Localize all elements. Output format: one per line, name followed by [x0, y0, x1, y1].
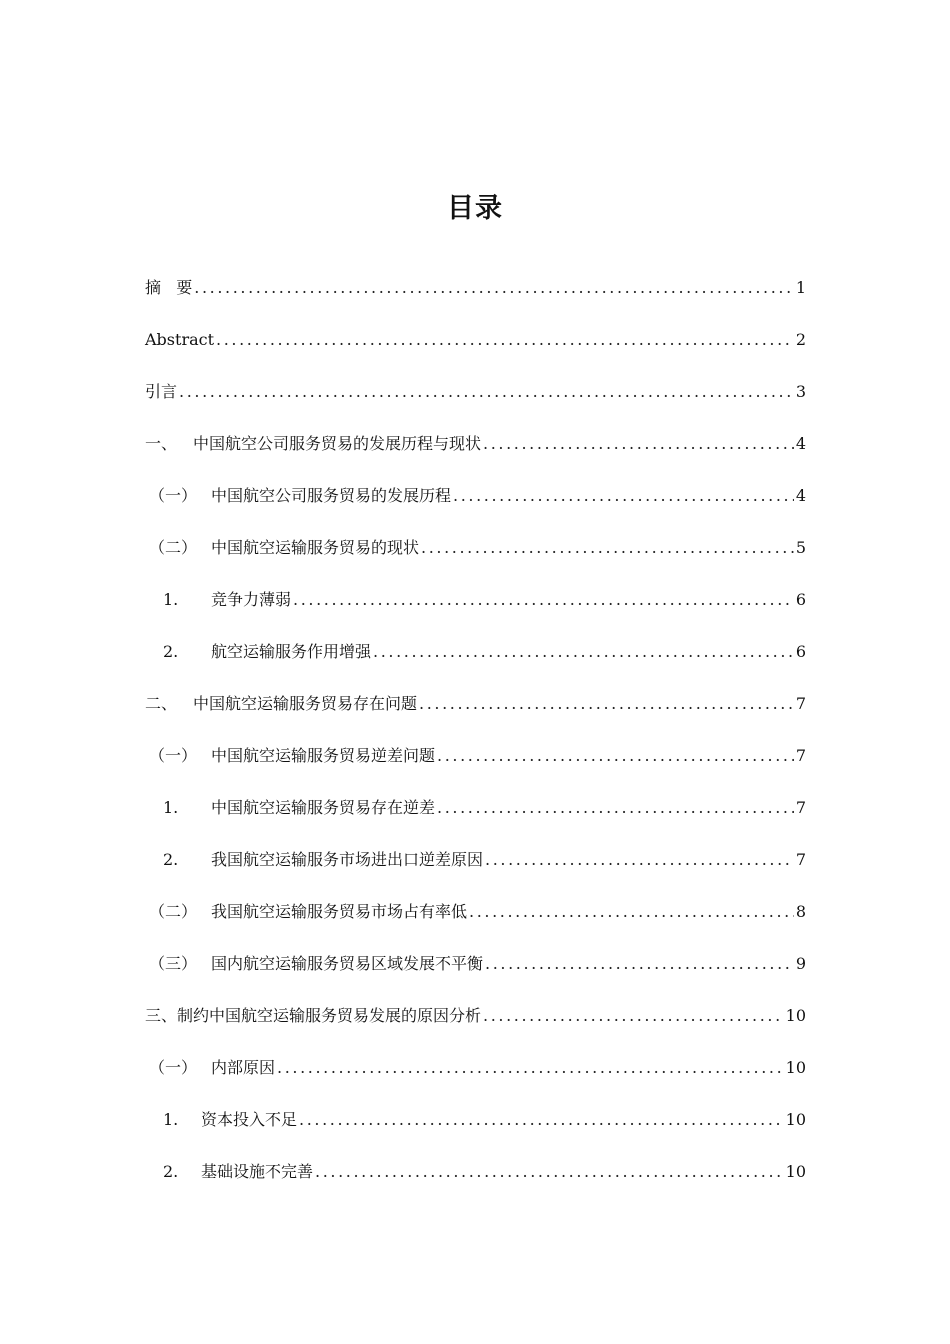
toc-entry — [0, 688, 950, 740]
dot-leader — [315, 1156, 784, 1188]
toc-entry-page: 7 — [795, 694, 806, 713]
toc-entry-number: （一） — [149, 1058, 198, 1077]
toc-entry-page: 1 — [795, 278, 806, 297]
toc-entry-number: 1. — [163, 590, 179, 609]
toc-entry — [0, 532, 950, 584]
dot-leader — [194, 272, 794, 304]
dot-leader — [469, 896, 794, 928]
dot-leader — [179, 376, 794, 408]
toc-entry — [0, 324, 950, 376]
dot-leader — [453, 480, 794, 512]
toc-entry-number: 二、 — [145, 694, 178, 713]
toc-entry-number: 2. — [163, 1162, 179, 1181]
toc-entry-label: 中国航空运输服务贸易逆差问题 — [211, 746, 436, 765]
toc-entry-number: 一、 — [145, 434, 178, 453]
toc-entry-label: 资本投入不足 — [201, 1110, 298, 1129]
toc-entry-page: 6 — [795, 590, 806, 609]
toc-entry-page: 7 — [795, 850, 806, 869]
toc-entry — [0, 844, 950, 896]
dot-leader — [437, 740, 794, 772]
toc-entry-page: 5 — [795, 538, 806, 557]
toc-entry — [0, 1104, 950, 1156]
toc-entry-label: Abstract — [145, 330, 215, 349]
toc-entry-label: 制约中国航空运输服务贸易发展的原因分析 — [177, 1006, 482, 1025]
toc-entry-label: 航空运输服务作用增强 — [211, 642, 372, 661]
toc-title: 目录 — [447, 193, 503, 225]
toc-entry-label: 引言 — [145, 382, 178, 401]
toc-entry-page: 2 — [795, 330, 806, 349]
toc-entry-number: 三、 — [145, 1006, 178, 1025]
toc-entry-number: （一） — [149, 486, 198, 505]
toc-entry-label: 中国航空运输服务贸易存在问题 — [193, 694, 418, 713]
toc-entry — [0, 480, 950, 532]
dot-leader — [421, 532, 794, 564]
toc-entry-page: 10 — [785, 1162, 806, 1181]
toc-entry-number: 1. — [163, 1110, 179, 1129]
toc-entry — [0, 428, 950, 480]
toc-entry-page: 10 — [785, 1058, 806, 1077]
dot-leader — [485, 948, 794, 980]
toc-entry-number: 2. — [163, 850, 179, 869]
toc-entry-page: 7 — [795, 746, 806, 765]
toc-entry-page: 7 — [795, 798, 806, 817]
toc-entry-page: 6 — [795, 642, 806, 661]
dot-leader — [373, 636, 794, 668]
toc-entry-number: 2. — [163, 642, 179, 661]
toc-entry-label: 我国航空运输服务贸易市场占有率低 — [211, 902, 468, 921]
toc-entry-page: 10 — [785, 1110, 806, 1129]
dot-leader — [299, 1104, 784, 1136]
dot-leader — [483, 428, 794, 460]
toc-entry-label: 中国航空运输服务贸易存在逆差 — [211, 798, 436, 817]
dot-leader — [485, 844, 794, 876]
toc-entry-page: 9 — [795, 954, 806, 973]
dot-leader — [216, 324, 794, 356]
toc-entry — [0, 1052, 950, 1104]
toc-list — [0, 272, 950, 1208]
toc-entry-label: 国内航空运输服务贸易区域发展不平衡 — [211, 954, 484, 973]
toc-entry-label: 中国航空公司服务贸易的发展历程 — [211, 486, 452, 505]
dot-leader — [419, 688, 794, 720]
toc-entry — [0, 636, 950, 688]
toc-entry — [0, 896, 950, 948]
toc-entry — [0, 948, 950, 1000]
dot-leader — [277, 1052, 784, 1084]
dot-leader — [293, 584, 794, 616]
toc-entry-label: 中国航空公司服务贸易的发展历程与现状 — [193, 434, 482, 453]
toc-entry-label: 摘 要 — [145, 278, 193, 297]
toc-entry — [0, 272, 950, 324]
toc-entry-page: 3 — [795, 382, 806, 401]
toc-entry-label: 基础设施不完善 — [201, 1162, 314, 1181]
toc-entry-number: （二） — [149, 538, 198, 557]
toc-entry — [0, 1000, 950, 1052]
toc-entry-label: 中国航空运输服务贸易的现状 — [211, 538, 420, 557]
toc-entry-page: 10 — [785, 1006, 806, 1025]
dot-leader — [483, 1000, 784, 1032]
toc-entry — [0, 1156, 950, 1208]
toc-entry-page: 4 — [795, 434, 806, 453]
toc-entry-number: （三） — [149, 954, 198, 973]
toc-entry — [0, 584, 950, 636]
toc-entry — [0, 376, 950, 428]
toc-entry-number: 1. — [163, 798, 179, 817]
toc-entry-label: 竞争力薄弱 — [211, 590, 292, 609]
toc-entry-number: （一） — [149, 746, 198, 765]
toc-entry-number: （二） — [149, 902, 198, 921]
toc-entry-label: 内部原因 — [211, 1058, 276, 1077]
dot-leader — [437, 792, 794, 824]
toc-entry — [0, 792, 950, 844]
toc-entry-page: 4 — [795, 486, 806, 505]
toc-entry — [0, 740, 950, 792]
toc-entry-page: 8 — [795, 902, 806, 921]
toc-entry-label: 我国航空运输服务市场进出口逆差原因 — [211, 850, 484, 869]
